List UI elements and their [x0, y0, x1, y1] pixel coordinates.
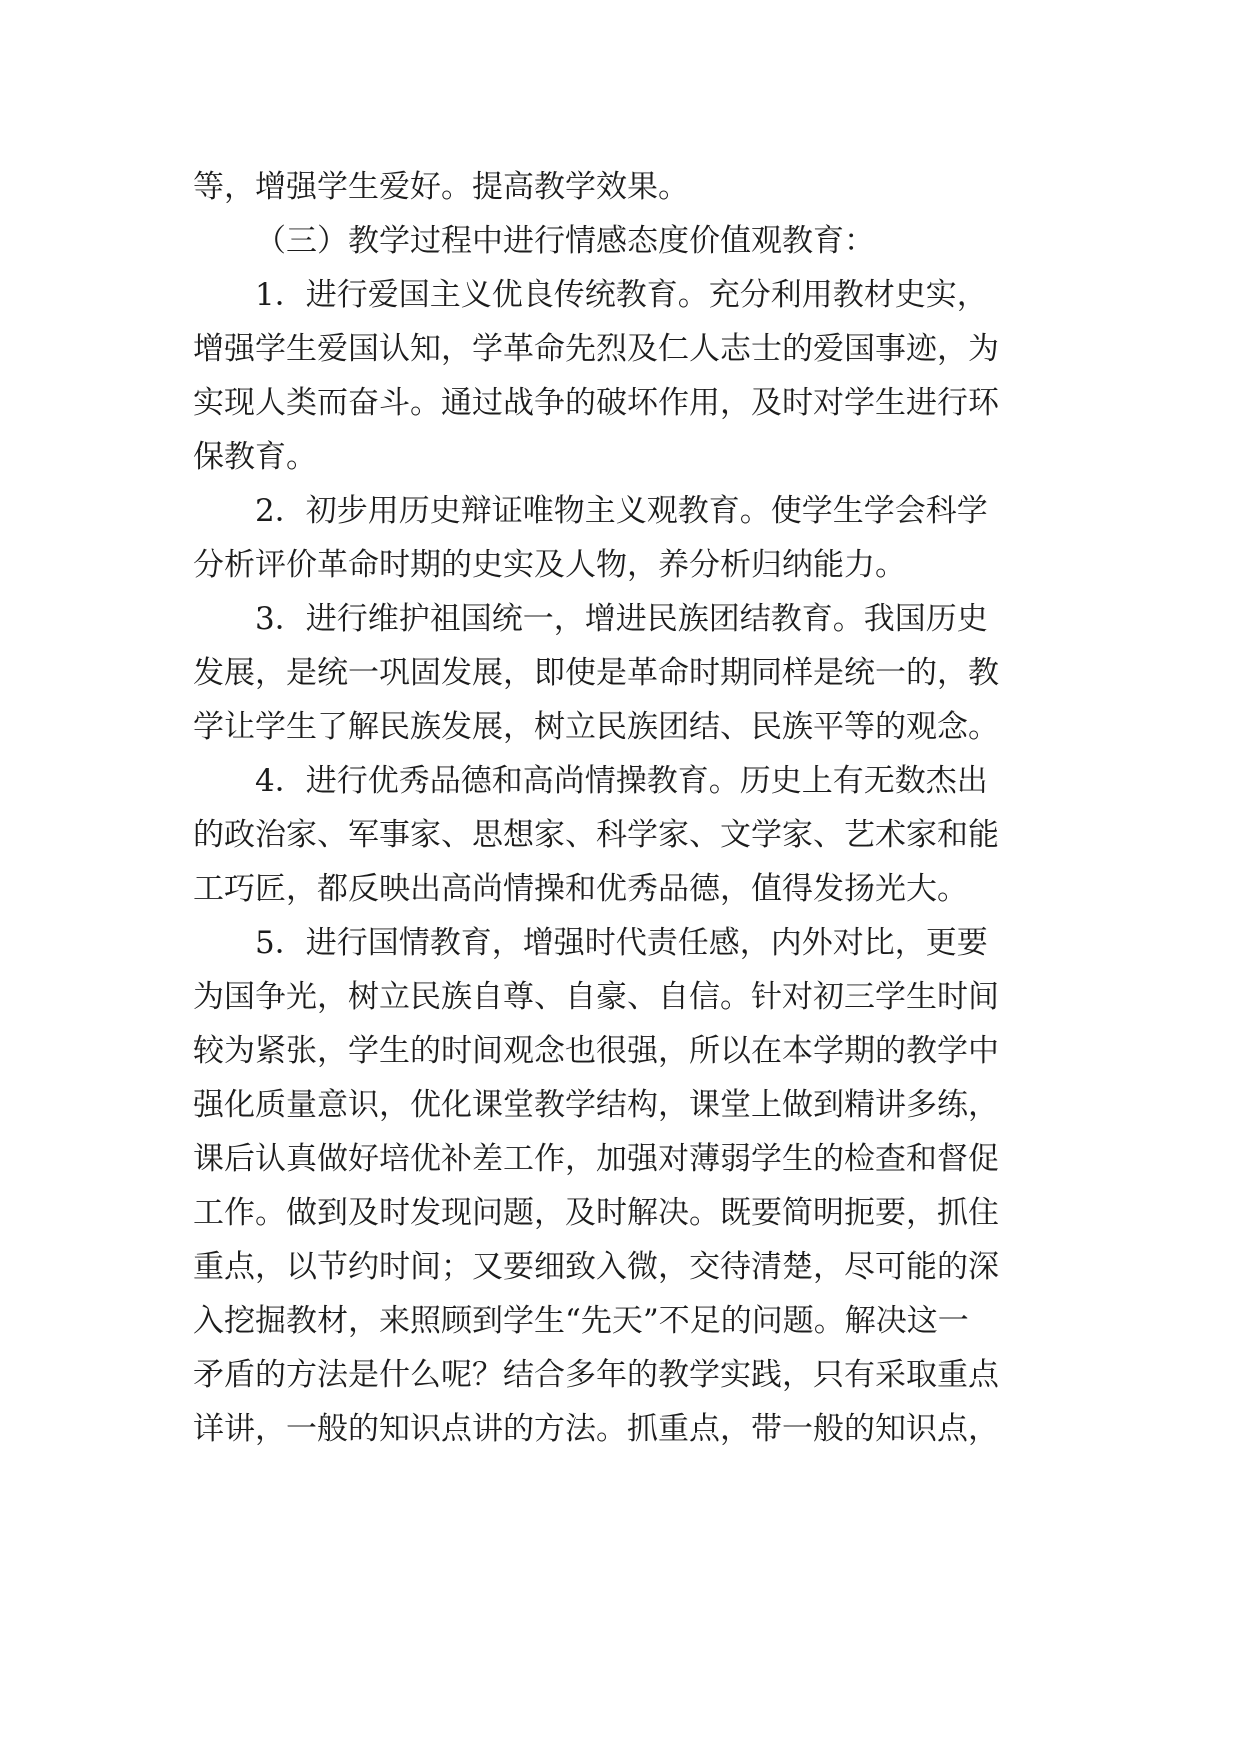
text-line: 矛盾的方法是什么呢？结合多年的教学实践，只有采取重点: [193, 1357, 999, 1393]
text-line: 为国争光，树立民族自尊、自豪、自信。针对初三学生时间: [193, 979, 999, 1015]
text-line: （三）教学过程中进行情感态度价值观教育：: [255, 223, 875, 259]
text-line: 保教育。: [193, 439, 317, 475]
text-line: 增强学生爱国认知，学革命先烈及仁人志士的爱国事迹，为: [193, 331, 999, 367]
text-line: 课后认真做好培优补差工作，加强对薄弱学生的检查和督促: [193, 1141, 999, 1177]
text-line: 学让学生了解民族发展，树立民族团结、民族平等的观念。: [193, 709, 999, 745]
text-line: 重点，以节约时间；又要细致入微，交待清楚，尽可能的深: [193, 1249, 999, 1285]
text-line: 2．初步用历史辩证唯物主义观教育。使学生学会科学: [255, 493, 988, 529]
text-line: 强化质量意识，优化课堂教学结构，课堂上做到精讲多练，: [193, 1087, 999, 1123]
text-line: 详讲，一般的知识点讲的方法。抓重点，带一般的知识点，: [193, 1411, 999, 1447]
text-line: 较为紧张，学生的时间观念也很强，所以在本学期的教学中: [193, 1033, 999, 1069]
text-line: 3．进行维护祖国统一，增进民族团结教育。我国历史: [255, 601, 988, 637]
text-line: 入挖掘教材，来照顾到学生“先天”不足的问题。解决这一: [193, 1303, 969, 1339]
body-text: [193, 160, 1073, 1456]
text-line: 工巧匠，都反映出高尚情操和优秀品德，值得发扬光大。: [193, 871, 968, 907]
text-line: 实现人类而奋斗。通过战争的破坏作用，及时对学生进行环: [193, 385, 999, 421]
text-line: 4．进行优秀品德和高尚情操教育。历史上有无数杰出: [255, 763, 988, 799]
text-line: 5．进行国情教育，增强时代责任感，内外对比，更要: [255, 925, 988, 961]
text-line: 等，增强学生爱好。提高教学效果。: [193, 169, 689, 205]
text-line: 分析评价革命时期的史实及人物，养分析归纳能力。: [193, 547, 906, 583]
text-line: 的政治家、军事家、思想家、科学家、文学家、艺术家和能: [193, 817, 999, 853]
text-line: 1．进行爱国主义优良传统教育。充分利用教材史实，: [255, 277, 988, 313]
text-line: 工作。做到及时发现问题，及时解决。既要简明扼要，抓住: [193, 1195, 999, 1231]
text-line: 发展，是统一巩固发展，即使是革命时期同样是统一的，教: [193, 655, 999, 691]
